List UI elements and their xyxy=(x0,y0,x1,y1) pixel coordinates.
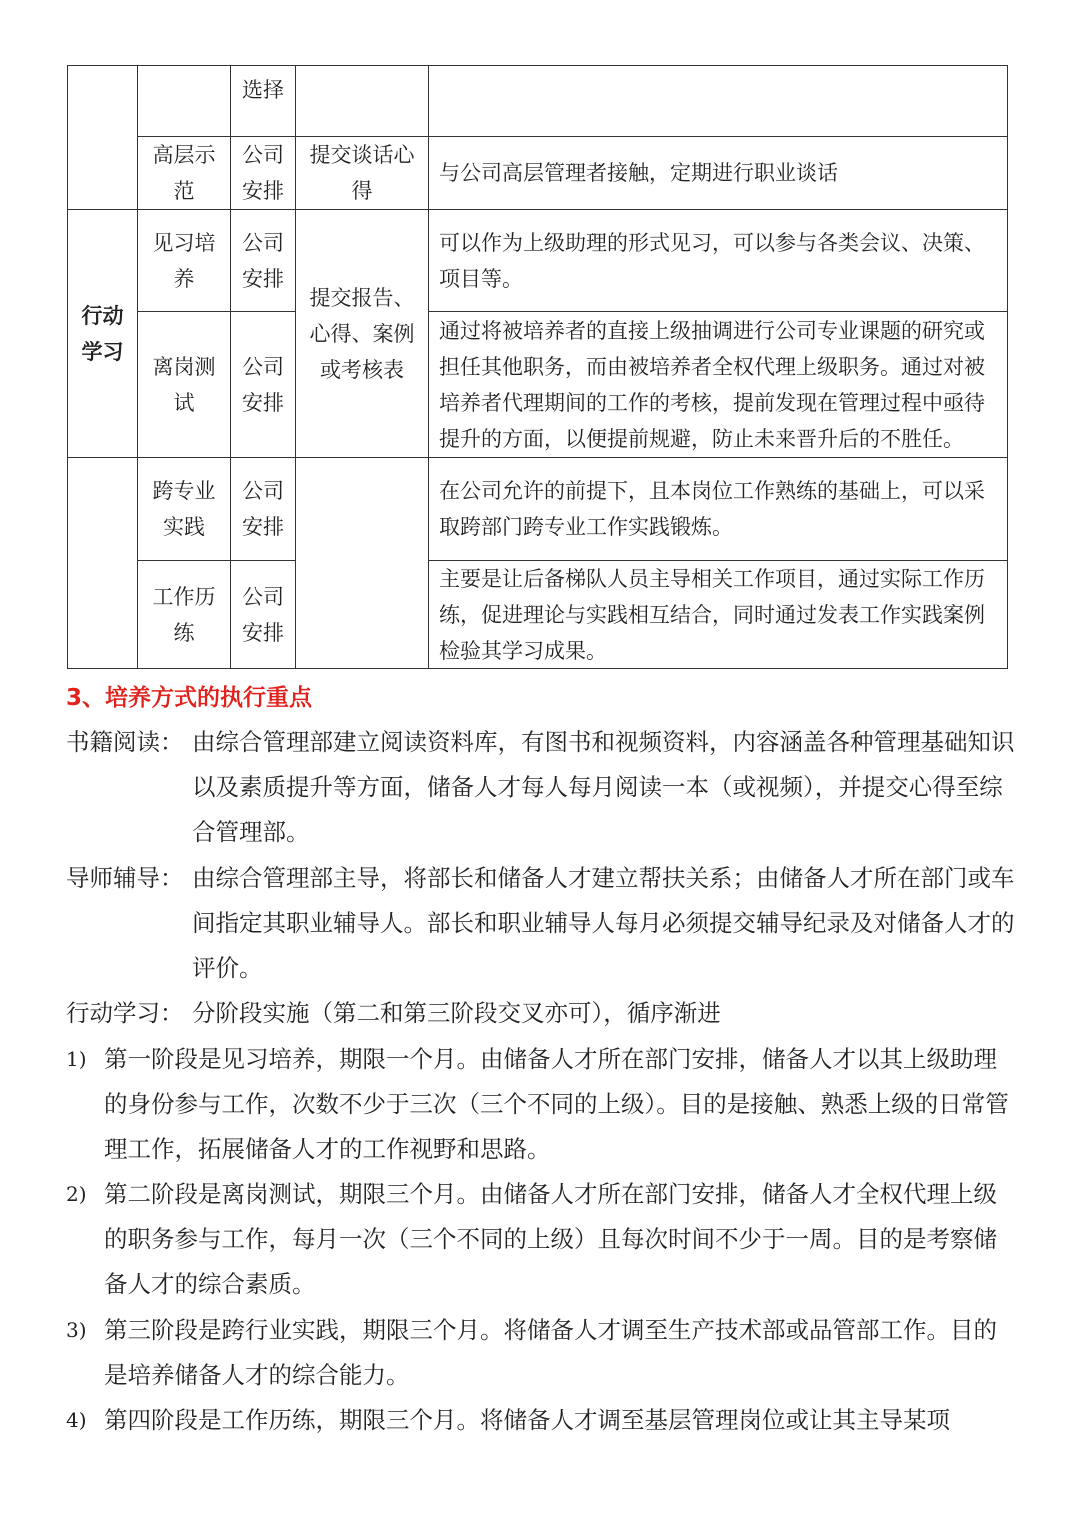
stage-text: 第三阶段是跨行业实践，期限三个月。将储备人才调至生产技术部或品管部工作。目的是培养储备人才的综合能力。 xyxy=(104,1316,997,1389)
desc-cell-row2: 可以作为上级助理的形式见习，可以参与各类会议、决策、项目等。 xyxy=(428,209,1008,312)
stage-text: 第二阶段是离岗测试，期限三个月。由储备人才所在部门安排，储备人才全权代理上级的职务参与工作，每月一次（三个不同的上级）且每次时间不少于一周。目的是考察储备人才的综合素质。 xyxy=(104,1180,997,1298)
desc-cell-row1: 与公司高层管理者接触，定期进行职业谈话 xyxy=(428,136,1008,210)
output-cell-row1: 提交谈话心得 xyxy=(295,136,429,210)
stage-number: 4) xyxy=(66,1408,87,1432)
method-cell-row1: 高层示范 xyxy=(137,136,231,210)
arranger-cell-row1: 公司安排 xyxy=(230,136,296,210)
desc-cell-row4: 在公司允许的前提下，且本岗位工作熟练的基础上，可以采取跨部门跨专业工作实践锻炼。 xyxy=(428,457,1008,561)
output-cell-row0 xyxy=(295,65,429,137)
training-methods-table xyxy=(0,0,1080,680)
method-cell-row5: 工作历练 xyxy=(137,560,231,669)
reading-text: 由综合管理部建立阅读资料库，有图书和视频资料，内容涵盖各种管理基础知识以及素质提升等方面，储备人才每人每月阅读一本（或视频），并提交心得至综合管理部。 xyxy=(192,728,1015,846)
arranger-cell-row5: 公司安排 xyxy=(230,560,296,669)
method-cell-row0 xyxy=(137,65,231,137)
category-action-label: 行动学习 xyxy=(81,303,124,364)
section-heading: 3、培养方式的执行重点 xyxy=(66,685,313,711)
reading-label: 书籍阅读： xyxy=(66,728,184,756)
category-cell-bottom xyxy=(67,457,138,669)
method-cell-row2: 见习培养 xyxy=(137,209,231,312)
stage-number: 3) xyxy=(66,1318,87,1342)
desc-cell-row0 xyxy=(428,65,1008,137)
arranger-cell-row4: 公司安排 xyxy=(230,457,296,561)
output-cell-bottom xyxy=(295,457,429,669)
arranger-cell-row2: 公司安排 xyxy=(230,209,296,312)
mentor-text: 由综合管理部主导，将部长和储备人才建立帮扶关系；由储备人才所在部门或车间指定其职业辅导人。部长和职业辅导人每月必须提交辅导纪录及对储备人才的评价。 xyxy=(192,864,1015,982)
stage-number: 1) xyxy=(66,1047,87,1071)
mentor-label: 导师辅导： xyxy=(66,864,184,892)
desc-cell-row5: 主要是让后备梯队人员主导相关工作项目，通过实际工作历练，促进理论与实践相互结合，同时通过发表工作实践案例检验其学习成果。 xyxy=(428,560,1008,669)
action-text: 分阶段实施（第二和第三阶段交叉亦可），循序渐进 xyxy=(192,999,721,1027)
output-cell-action-shared: 提交报告、心得、案例或考核表 xyxy=(295,209,429,458)
category-cell-top xyxy=(67,65,138,210)
stage-text: 第一阶段是见习培养，期限一个月。由储备人才所在部门安排，储备人才以其上级助理的身份参与工作，次数不少于三次（三个不同的上级）。目的是接触、熟悉上级的日常管理工作，拓展储备人才的工作视野和思路。 xyxy=(104,1045,1009,1163)
method-cell-row3: 离岗测试 xyxy=(137,311,231,458)
arranger-cell-row0: 选择 xyxy=(230,65,296,137)
desc-cell-row3: 通过将被培养者的直接上级抽调进行公司专业课题的研究或担任其他职务，而由被培养者全权代理上级职务。通过对被培养者代理期间的工作的考核，提前发现在管理过程中亟待提升的方面，以便提前规避，防止未来晋升后的不胜任。 xyxy=(428,311,1008,458)
arranger-cell-row3: 公司安排 xyxy=(230,311,296,458)
stage-number: 2) xyxy=(66,1182,87,1206)
category-cell-action-learning xyxy=(67,209,138,458)
action-label: 行动学习： xyxy=(66,999,184,1027)
stage-text: 第四阶段是工作历练，期限三个月。将储备人才调至基层管理岗位或让其主导某项 xyxy=(104,1406,950,1434)
method-cell-row4: 跨专业实践 xyxy=(137,457,231,561)
